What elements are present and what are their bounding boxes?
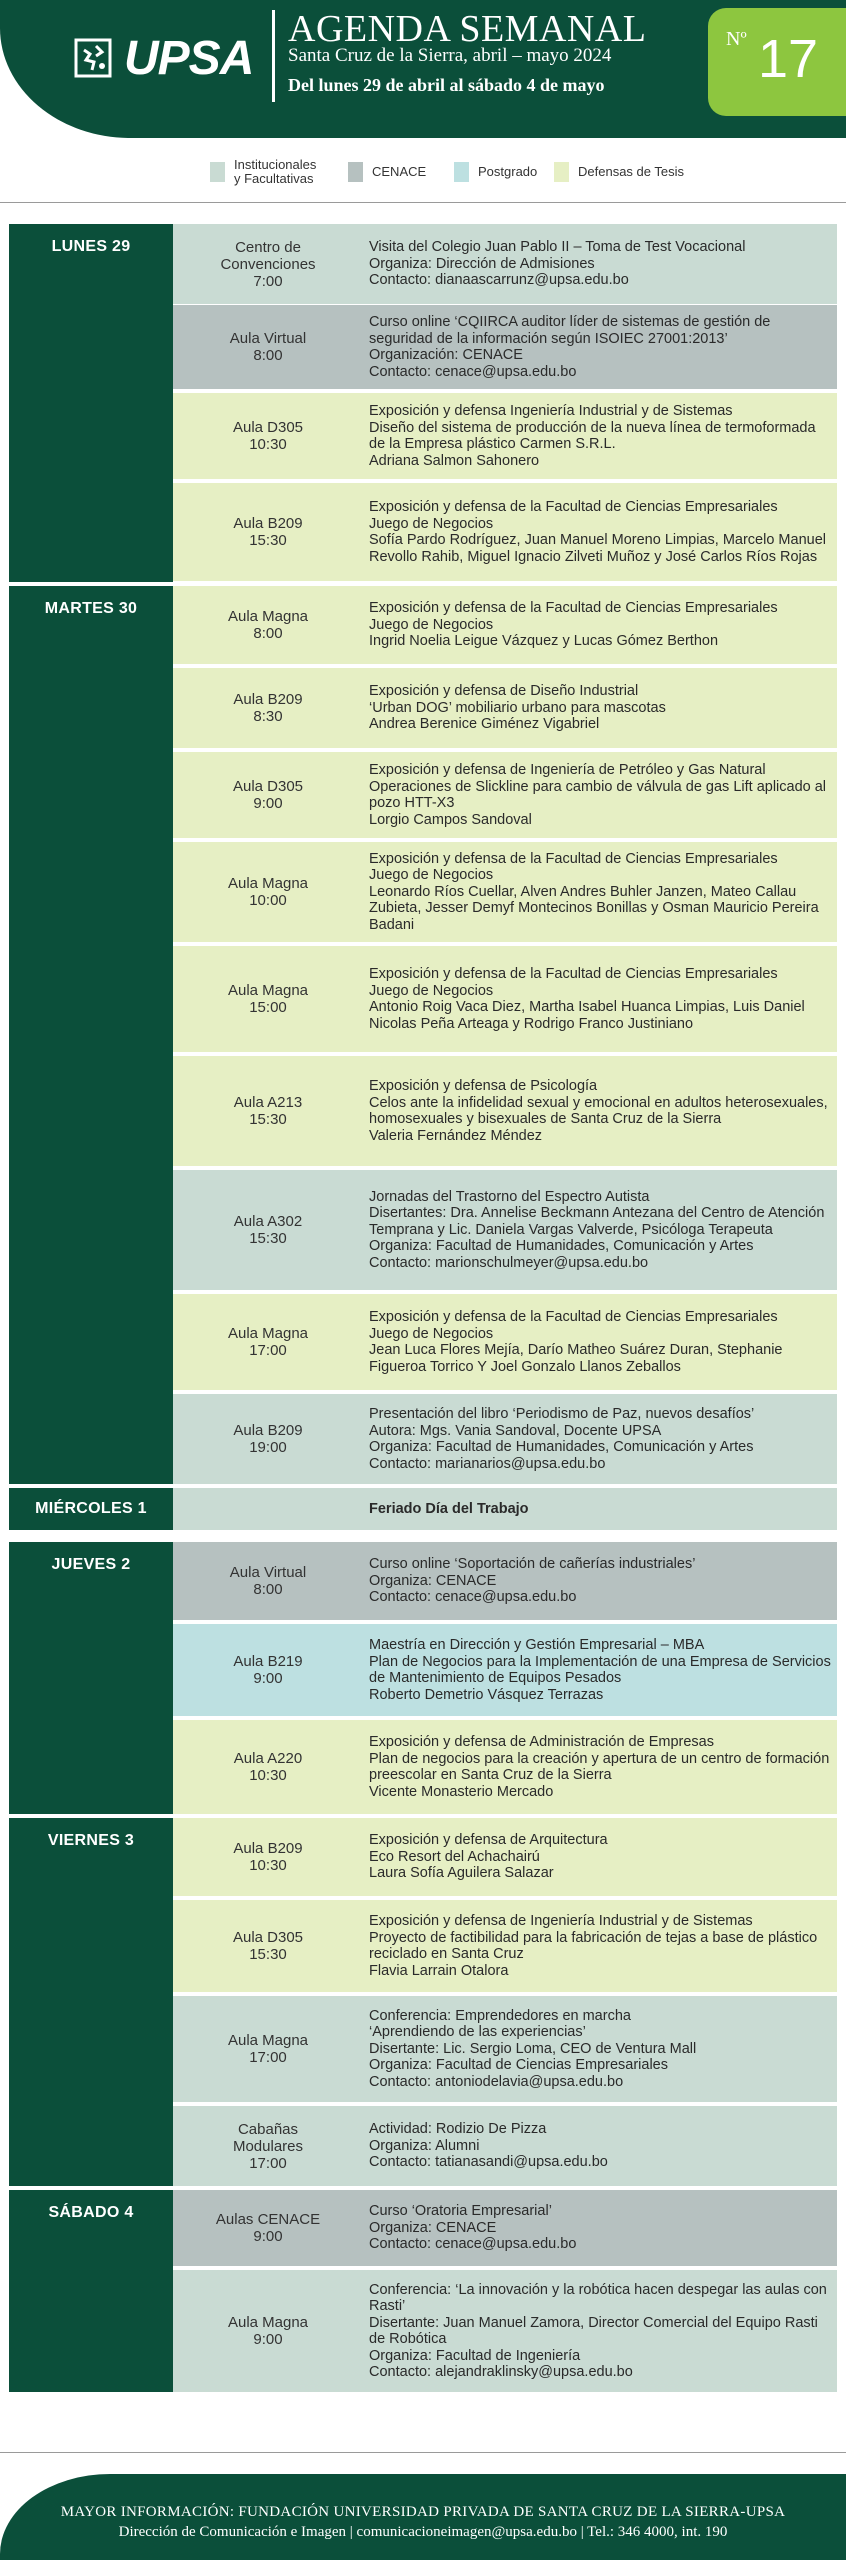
event-description [369, 483, 831, 581]
event-place: Aula B209 [233, 1422, 303, 1439]
event-line: Disertantes: Dra. Annelise Beckmann Antezana del Centro de Atención Temprana y Lic. Daniela Vargas Valverde, Psicóloga Terapeuta [369, 1205, 825, 1238]
event-place: Aula Virtual [229, 1564, 307, 1581]
event-time: 15:30 [249, 1111, 287, 1128]
event-place: Aula A302 [233, 1213, 303, 1230]
event-line: Exposición y defensa de Diseño Industrial [369, 683, 639, 700]
event-location [173, 1542, 363, 1620]
event-row [173, 1394, 837, 1484]
event-line: Flavia Larrain Otalora [369, 1962, 509, 1979]
event-location [173, 946, 363, 1052]
event-description [369, 2190, 831, 2266]
event-line: Organiza: Facultad de Humanidades, Comunicación y Artes [369, 1439, 754, 1455]
day-header [9, 1542, 173, 1814]
event-line: Organización: CENACE [369, 347, 523, 363]
event-description [369, 2270, 831, 2392]
page-title: AGENDA SEMANAL [288, 8, 647, 50]
event-line: Exposición y defensa Ingeniería Industrial y de Sistemas [369, 403, 733, 419]
issue-badge [708, 8, 846, 116]
event-row [173, 1170, 837, 1290]
event-row [173, 946, 837, 1052]
day-header [9, 1818, 173, 2186]
event-line: Plan de negocios para la creación y apertura de un centro de formación preescolar en Santa Cruz de la Sierra [369, 1750, 830, 1783]
event-location [173, 1394, 363, 1484]
day-label: SÁBADO 4 [48, 2204, 134, 2221]
event-time: 10:30 [249, 1767, 287, 1784]
event-line: Juego de Negocios [369, 867, 494, 884]
day-header [9, 1488, 173, 1530]
event-line: Organiza: Facultad de Humanidades, Comunicación y Artes [369, 1238, 754, 1255]
event-line: Juego de Negocios [369, 982, 494, 999]
issue-label: Nº [726, 28, 747, 50]
event-location [173, 1056, 363, 1166]
event-location [173, 2106, 363, 2186]
event-row [173, 1542, 837, 1620]
event-place: Aula B209 [233, 1840, 303, 1857]
legend-item [210, 152, 316, 192]
day-label: JUEVES 2 [51, 1556, 131, 1573]
event-line: Diseño del sistema de producción de la nueva línea de termoformada de la Empresa plástico Carmen S.R.L. [369, 419, 816, 452]
event-place: Cabañas Modulares [232, 2120, 304, 2155]
event-description [369, 1542, 831, 1620]
event-description [369, 1624, 831, 1716]
event-description [369, 305, 831, 389]
event-location [173, 1624, 363, 1716]
event-time: 10:30 [249, 436, 287, 453]
event-row [173, 483, 837, 581]
event-line: Ingrid Noelia Leigue Vázquez y Lucas Gómez Berthon [369, 633, 719, 650]
event-line: Laura Sofía Aguilera Salazar [369, 1865, 554, 1882]
event-time: 15:00 [249, 999, 287, 1016]
event-line: Operaciones de Slickline para cambio de válvula de gas Lift aplicado al pozo HTT-X3 [369, 778, 827, 811]
event-row [173, 1720, 837, 1814]
event-time: 15:30 [249, 1230, 287, 1247]
event-time: 15:30 [249, 1946, 287, 1963]
event-line: Eco Resort del Achachairú [369, 1848, 540, 1865]
divider [0, 202, 846, 203]
event-row [173, 393, 837, 479]
event-line: Contacto: cenace@upsa.edu.bo [369, 1589, 577, 1606]
event-row [173, 224, 837, 304]
event-line: Maestría en Dirección y Gestión Empresarial – MBA [369, 1637, 705, 1653]
event-line: Disertante: Lic. Sergio Loma, CEO de Ventura Mall [369, 2040, 697, 2057]
day-label: MARTES 30 [44, 600, 138, 617]
event-place: Aula B209 [233, 691, 303, 708]
legend-swatch [348, 162, 363, 182]
event-description [369, 586, 831, 664]
event-description [369, 752, 831, 838]
event-line: Contacto: alejandraklinsky@upsa.edu.bo [369, 2364, 633, 2380]
event-row [173, 668, 837, 748]
event-line: ‘Aprendiendo de las experiencias’ [369, 2024, 586, 2041]
event-place: Aula A213 [233, 1094, 303, 1111]
event-row [173, 2270, 837, 2392]
event-description [369, 668, 831, 748]
event-line: Leonardo Ríos Cuellar, Alven Andres Buhler Janzen, Mateo Callau Zubieta, Jesser Demyf Montecinos Bonillas y Osman Mauricio Pereira Badani [369, 883, 819, 933]
event-location [173, 1294, 363, 1390]
event-place: Aula Magna [227, 982, 309, 999]
event-place: Aula D305 [232, 419, 304, 436]
event-location [173, 842, 363, 942]
event-line: Organiza: CENACE [369, 2219, 497, 2236]
event-line: Contacto: dianaascarrunz@upsa.edu.bo [369, 272, 629, 289]
event-location [173, 2270, 363, 2392]
event-row [173, 2106, 837, 2186]
legend-label: CENACE [372, 164, 427, 179]
legend-item [554, 152, 684, 192]
event-line: Exposición y defensa de Arquitectura [369, 1832, 608, 1849]
header-divider [272, 10, 275, 102]
day-label: MIÉRCOLES 1 [35, 1500, 147, 1517]
event-line: Conferencia: Emprendedores en marcha [369, 2007, 631, 2024]
event-line: Organiza: CENACE [369, 1572, 497, 1589]
upsa-logo [74, 30, 254, 86]
event-time: 9:00 [253, 1670, 283, 1687]
event-description [369, 946, 831, 1052]
day-label: VIERNES 3 [47, 1832, 135, 1849]
event-location [173, 1720, 363, 1814]
event-description [369, 842, 831, 942]
divider [0, 2452, 846, 2453]
date-range: Del lunes 29 de abril al sábado 4 de mayo [288, 75, 605, 95]
event-time: 9:00 [253, 2331, 283, 2348]
event-line: Vicente Monasterio Mercado [369, 1783, 554, 1800]
event-time: 8:00 [253, 625, 283, 642]
event-place: Aula Magna [227, 875, 309, 892]
event-line: Valeria Fernández Méndez [369, 1127, 543, 1144]
event-description [369, 1056, 831, 1166]
event-line: Organiza: Alumni [369, 2137, 480, 2154]
event-time: 17:00 [249, 1342, 287, 1359]
event-place: Aula B209 [233, 515, 303, 532]
footer-contact: Dirección de Comunicación e Imagen | comunicacioneimagen@upsa.edu.bo | Tel.: 346 4000, int. 190 [118, 2524, 728, 2540]
event-line: Roberto Demetrio Vásquez Terrazas [369, 1686, 604, 1703]
event-line: Contacto: antoniodelavia@upsa.edu.bo [369, 2073, 624, 2090]
day-label: LUNES 29 [51, 238, 131, 255]
day-header [9, 224, 173, 582]
event-place: Aula D305 [232, 778, 304, 795]
event-line: Exposición y defensa de la Facultad de Ciencias Empresariales [369, 499, 778, 515]
event-line: Contacto: marionschulmeyer@upsa.edu.bo [369, 1254, 649, 1271]
event-time: 8:30 [253, 708, 283, 725]
event-line: Feriado Día del Trabajo [369, 1500, 529, 1517]
category-legend [0, 152, 846, 192]
event-row [173, 2190, 837, 2266]
event-place: Aula Magna [227, 2314, 309, 2331]
event-description [369, 1294, 831, 1390]
event-line: Juego de Negocios [369, 1325, 494, 1342]
event-location [173, 1488, 363, 1530]
event-description [369, 1996, 831, 2102]
event-line: Jornadas del Trastorno del Espectro Autista [369, 1188, 650, 1205]
event-row [173, 1818, 837, 1896]
event-line: Curso online ‘Soportación de cañerías industriales’ [369, 1556, 696, 1573]
event-row [173, 1294, 837, 1390]
event-line: Disertante: Juan Manuel Zamora, Director Comercial del Equipo Rasti de Robótica [369, 2314, 818, 2347]
event-row [173, 305, 837, 389]
event-row [173, 1900, 837, 1992]
page-subtitle: Santa Cruz de la Sierra, abril – mayo 2024 [288, 45, 612, 66]
event-location [173, 2190, 363, 2266]
event-row [173, 842, 837, 942]
event-line: Curso online ‘CQIIRCA auditor líder de sistemas de gestión de seguridad de la información según ISOIEC 27001:2013’ [369, 314, 771, 347]
event-time: 9:00 [253, 795, 283, 812]
footer-info: MAYOR INFORMACIÓN: FUNDACIÓN UNIVERSIDAD PRIVADA DE SANTA CRUZ DE LA SIERRA-UPSA [60, 2504, 786, 2520]
event-time: 10:00 [249, 892, 287, 909]
event-line: Organiza: Facultad de Ingeniería [369, 2347, 581, 2364]
event-description [369, 393, 831, 479]
event-description [369, 1394, 831, 1484]
event-row [173, 752, 837, 838]
event-line: Celos ante la infidelidad sexual y emocional en adultos heterosexuales, homosexuales y bisexuales de Santa Cruz de la Sierra [369, 1094, 828, 1127]
event-line: Sofía Pardo Rodríguez, Juan Manuel Moreno Limpias, Marcelo Manuel Revollo Rahib, Miguel Ignacio Zilveti Muñoz y José Carlos Ríos Rojas [369, 532, 826, 565]
event-line: Exposición y defensa de la Facultad de Ciencias Empresariales [369, 850, 778, 867]
event-place: Centro de Convenciones [220, 238, 316, 273]
event-row [173, 1488, 837, 1530]
event-place: Aula Magna [227, 2032, 309, 2049]
event-place: Aula B219 [233, 1653, 303, 1670]
event-place: Aulas CENACE [215, 2211, 321, 2228]
event-line: Andrea Berenice Giménez Vigabriel [369, 716, 600, 733]
event-place: Aula Magna [227, 1325, 309, 1342]
event-line: Contacto: cenace@upsa.edu.bo [369, 363, 577, 380]
event-description [369, 1818, 831, 1896]
event-time: 8:00 [253, 347, 283, 364]
event-line: ‘Urban DOG’ mobiliario urbano para mascotas [369, 699, 666, 716]
event-row [173, 1056, 837, 1166]
legend-label: Postgrado [478, 164, 538, 179]
logo-wordmark: UPSA [124, 31, 254, 85]
event-place: Aula Virtual [229, 330, 307, 347]
event-line: Contacto: marianarios@upsa.edu.bo [369, 1455, 606, 1472]
event-location [173, 224, 363, 304]
event-line: Contacto: cenace@upsa.edu.bo [369, 2236, 577, 2253]
event-time: 9:00 [253, 2228, 283, 2245]
event-description [369, 224, 831, 304]
legend-label: Defensas de Tesis [578, 164, 684, 179]
event-location [173, 586, 363, 664]
event-description [369, 1900, 831, 1992]
day-header [9, 2190, 173, 2392]
event-description [369, 1488, 831, 1530]
event-time: 10:30 [249, 1857, 287, 1874]
event-line: Lorgio Campos Sandoval [369, 811, 532, 828]
event-location [173, 393, 363, 479]
event-line: Jean Luca Flores Mejía, Darío Matheo Suárez Duran, Stephanie Figueroa Torrico Y Joel Gonzalo Llanos Zeballos [369, 1342, 783, 1375]
legend-item [454, 152, 537, 192]
event-row [173, 1996, 837, 2102]
event-line: Exposición y defensa de Ingeniería de Petróleo y Gas Natural [369, 762, 766, 778]
event-line: Exposición y defensa de la Facultad de Ciencias Empresariales [369, 1309, 778, 1325]
event-location [173, 668, 363, 748]
event-line: Exposición y defensa de la Facultad de Ciencias Empresariales [369, 600, 778, 617]
event-line: Adriana Salmon Sahonero [369, 452, 540, 469]
event-line: Visita del Colegio Juan Pablo II – Toma de Test Vocacional [369, 239, 746, 256]
legend-swatch [454, 162, 469, 182]
issue-number: 17 [758, 29, 819, 89]
event-line: Exposición y defensa de la Facultad de Ciencias Empresariales [369, 966, 778, 982]
event-location [173, 752, 363, 838]
event-line: Presentación del libro ‘Periodismo de Paz, nuevos desafíos’ [369, 1406, 755, 1422]
event-description [369, 2106, 831, 2186]
legend-swatch [210, 162, 225, 182]
event-time: 17:00 [249, 2154, 287, 2172]
event-line: Plan de Negocios para la Implementación de una Empresa de Servicios de Mantenimiento de Equipos Pesados [369, 1653, 831, 1686]
event-line: Exposición y defensa de Ingeniería Industrial y de Sistemas [369, 1913, 753, 1929]
event-location [173, 1818, 363, 1896]
event-description [369, 1170, 831, 1290]
event-location [173, 483, 363, 581]
day-header [9, 586, 173, 1484]
event-line: Organiza: Facultad de Ciencias Empresariales [369, 2057, 668, 2074]
event-time: 17:00 [249, 2049, 287, 2066]
event-location [173, 1900, 363, 1992]
event-time: 8:00 [253, 1581, 283, 1598]
event-line: Antonio Roig Vaca Diez, Martha Isabel Huanca Limpias, Luis Daniel Nicolas Peña Arteaga y Rodrigo Franco Justiniano [369, 999, 805, 1032]
event-line: Contacto: tatianasandi@upsa.edu.bo [369, 2154, 608, 2171]
event-location [173, 1996, 363, 2102]
legend-swatch [554, 162, 569, 182]
event-line: Actividad: Rodizio De Pizza [369, 2121, 547, 2138]
event-location [173, 1170, 363, 1290]
event-place: Aula D305 [232, 1929, 304, 1946]
event-row [173, 1624, 837, 1716]
legend-item [348, 152, 426, 192]
event-line: Proyecto de factibilidad para la fabricación de tejas a base de plástico reciclado en Santa Cruz [369, 1929, 818, 1962]
event-line: Exposición y defensa de Administración de Empresas [369, 1734, 714, 1750]
event-line: Juego de Negocios [369, 515, 494, 532]
event-line: Autora: Mgs. Vania Sandoval, Docente UPSA [369, 1422, 662, 1439]
event-description [369, 1720, 831, 1814]
legend-label: Institucionales y Facultativas [234, 157, 317, 186]
event-location [173, 305, 363, 389]
event-time: 7:00 [253, 272, 283, 290]
event-place: Aula Magna [227, 608, 309, 625]
event-line: Organiza: Dirección de Admisiones [369, 255, 595, 272]
upsa-emblem-icon [74, 36, 118, 80]
event-line: Conferencia: ‘La innovación y la robótica hacen despegar las aulas con Rasti’ [369, 2281, 827, 2314]
event-row [173, 586, 837, 664]
event-place: Aula A220 [233, 1750, 303, 1767]
event-line: Exposición y defensa de Psicología [369, 1078, 598, 1094]
event-line: Curso ‘Oratoria Empresarial’ [369, 2203, 552, 2220]
event-time: 19:00 [249, 1439, 287, 1456]
event-line: Juego de Negocios [369, 616, 494, 633]
page-footer [0, 2474, 846, 2560]
event-time: 15:30 [249, 532, 287, 549]
